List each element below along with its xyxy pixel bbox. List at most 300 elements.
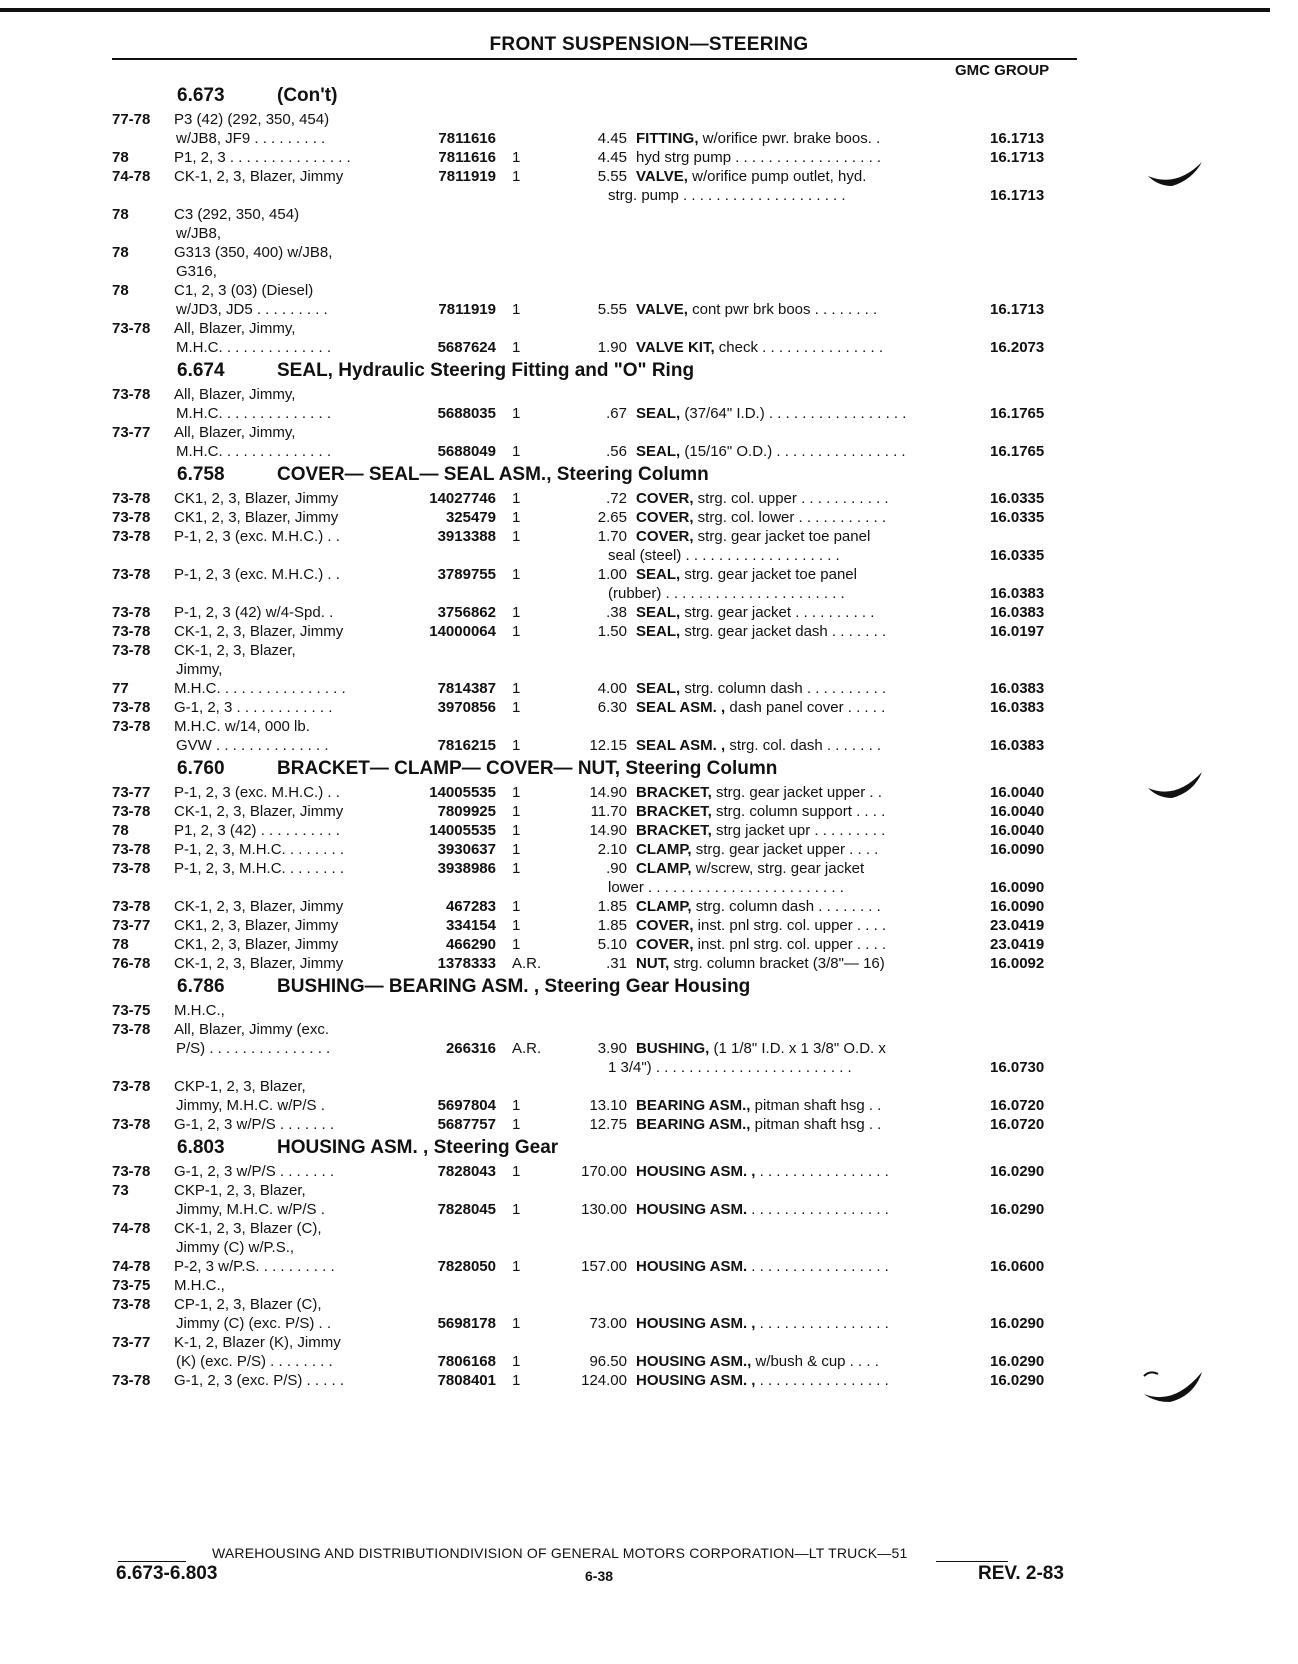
parts-row xyxy=(0,243,1298,262)
model-year: 73-78 xyxy=(112,841,151,858)
parts-row xyxy=(0,1058,1298,1077)
list-price: 5.55 xyxy=(597,301,627,318)
parts-row xyxy=(0,1257,1298,1276)
parts-row xyxy=(0,1352,1298,1371)
parts-row xyxy=(0,821,1298,840)
application: M.H.C. . . . . . . . . . . . . . xyxy=(176,443,332,460)
part-description xyxy=(636,698,956,717)
part-detail: w/screw, strg. gear jacket xyxy=(691,860,865,877)
application: M.H.C., xyxy=(174,1277,225,1294)
list-price: 1.70 xyxy=(597,528,627,545)
model-year: 74-78 xyxy=(112,168,151,185)
part-detail: inst. pnl strg. col. upper . . . . xyxy=(693,936,887,953)
parts-row xyxy=(0,423,1298,442)
parts-row xyxy=(0,1077,1298,1096)
part-detail: strg. column bracket (3/8"— 16) xyxy=(669,955,885,972)
parts-row xyxy=(0,489,1298,508)
part-number: 266316 xyxy=(445,1040,496,1057)
parts-row xyxy=(0,1238,1298,1257)
part-description xyxy=(608,546,928,565)
part-number: 14027746 xyxy=(429,490,496,507)
part-description xyxy=(608,1058,928,1077)
part-name: BEARING ASM., xyxy=(636,1097,751,1114)
parts-row xyxy=(0,110,1298,129)
part-description xyxy=(636,565,956,584)
model-year: 78 xyxy=(112,282,129,299)
part-number: 1378333 xyxy=(437,955,496,972)
part-name: CLAMP, xyxy=(636,841,692,858)
part-description xyxy=(636,1257,956,1276)
gmc-group-number: 16.0335 xyxy=(990,490,1045,507)
model-year: 73-78 xyxy=(112,803,151,820)
model-year: 73-78 xyxy=(112,898,151,915)
list-price: .56 xyxy=(606,443,627,460)
application: CK-1, 2, 3, Blazer, Jimmy xyxy=(174,898,344,915)
application: P-1, 2, 3 (42) w/4-Spd. . xyxy=(174,604,334,621)
model-year: 73-78 xyxy=(112,509,151,526)
section-heading xyxy=(0,82,1298,110)
part-description xyxy=(636,736,956,755)
model-year: 73 xyxy=(112,1182,129,1199)
application: G-1, 2, 3 . . . . . . . . . . . . xyxy=(174,699,333,716)
application: Jimmy, xyxy=(176,661,223,678)
quantity: 1 xyxy=(512,1116,521,1133)
parts-row xyxy=(0,1115,1298,1134)
gmc-group-number: 16.0720 xyxy=(990,1097,1045,1114)
part-description xyxy=(636,442,956,461)
binding-hole-mark xyxy=(1146,770,1206,804)
parts-row xyxy=(0,508,1298,527)
application: CK1, 2, 3, Blazer, Jimmy xyxy=(174,509,339,526)
list-price: 170.00 xyxy=(581,1163,627,1180)
quantity: 1 xyxy=(512,898,521,915)
gmc-group-number: 16.1765 xyxy=(990,405,1045,422)
application: Jimmy (C) w/P.S., xyxy=(176,1239,295,1256)
part-detail: w/orifice pump outlet, hyd. xyxy=(687,168,867,185)
parts-row xyxy=(0,897,1298,916)
part-number: 7811919 xyxy=(438,168,496,185)
list-price: .67 xyxy=(606,405,627,422)
part-name: BRACKET, xyxy=(636,822,712,839)
part-name: BUSHING, xyxy=(636,1040,710,1057)
application: P-1, 2, 3, M.H.C. . . . . . . . xyxy=(174,841,345,858)
parts-row xyxy=(0,281,1298,300)
application: All, Blazer, Jimmy (exc. xyxy=(174,1021,330,1038)
quantity: 1 xyxy=(512,860,521,877)
part-detail: . . . . . . . . . . . . . . . . . xyxy=(747,1201,889,1218)
part-number: 3930637 xyxy=(437,841,496,858)
part-description xyxy=(636,821,956,840)
parts-row xyxy=(0,404,1298,423)
section-title: BUSHING— BEARING ASM. , Steering Gear Housing xyxy=(277,976,751,997)
title-rule xyxy=(112,58,1077,60)
part-detail: cont pwr brk boos . . . . . . . . xyxy=(687,301,878,318)
part-detail: strg. gear jacket dash . . . . . . . xyxy=(680,623,887,640)
list-price: .90 xyxy=(606,860,627,877)
application: P3 (42) (292, 350, 454) xyxy=(174,111,330,128)
application: (K) (exc. P/S) . . . . . . . . xyxy=(176,1353,333,1370)
part-description xyxy=(636,603,956,622)
part-description xyxy=(636,404,956,423)
part-name: COVER, xyxy=(636,509,694,526)
model-year: 77-78 xyxy=(112,111,151,128)
parts-row xyxy=(0,1314,1298,1333)
section-number: 6.758 xyxy=(177,464,225,485)
part-description xyxy=(636,148,956,167)
model-year: 73-78 xyxy=(112,320,151,337)
parts-row xyxy=(0,186,1298,205)
gmc-group-number: 16.0040 xyxy=(990,822,1045,839)
gmc-group-number: 16.0383 xyxy=(990,585,1045,602)
part-name: SEAL, xyxy=(636,566,681,583)
parts-row xyxy=(0,205,1298,224)
part-number: 334154 xyxy=(445,917,496,934)
quantity: 1 xyxy=(512,604,521,621)
part-detail: strg. column dash . . . . . . . . . . xyxy=(680,680,887,697)
gmc-group-number: 23.0419 xyxy=(990,917,1045,934)
section-heading xyxy=(0,1134,1298,1162)
part-name: COVER, xyxy=(636,490,694,507)
part-description xyxy=(636,1314,956,1333)
part-number: 7828043 xyxy=(437,1163,496,1180)
quantity: 1 xyxy=(512,1353,521,1370)
part-detail: strg jacket upr . . . . . . . . . xyxy=(711,822,886,839)
part-detail: strg. gear jacket . . . . . . . . . . xyxy=(680,604,875,621)
part-number: 7811616 xyxy=(438,149,496,166)
application: G316, xyxy=(176,263,217,280)
part-number: 5688035 xyxy=(437,405,496,422)
part-name: COVER, xyxy=(636,917,694,934)
part-description xyxy=(608,186,928,205)
part-name: CLAMP, xyxy=(636,898,692,915)
application: C3 (292, 350, 454) xyxy=(174,206,300,223)
quantity: 1 xyxy=(512,917,521,934)
model-year: 73-78 xyxy=(112,718,151,735)
application: G-1, 2, 3 (exc. P/S) . . . . . xyxy=(174,1372,345,1389)
part-number: 7814387 xyxy=(437,680,496,697)
section-title: SEAL, Hydraulic Steering Fitting and "O" Ring xyxy=(277,360,695,381)
part-detail: . . . . . . . . . . . . . . . . xyxy=(755,1315,889,1332)
list-price: 14.90 xyxy=(589,784,627,801)
part-name: BRACKET, xyxy=(636,784,712,801)
part-number: 7828050 xyxy=(437,1258,496,1275)
quantity: 1 xyxy=(512,339,521,356)
list-price: 6.30 xyxy=(597,699,627,716)
application: w/JD3, JD5 . . . . . . . . . xyxy=(176,301,328,318)
part-description xyxy=(636,679,956,698)
part-description xyxy=(636,1096,956,1115)
quantity: 1 xyxy=(512,1097,521,1114)
model-year: 73-78 xyxy=(112,490,151,507)
gmc-group-number: 16.0383 xyxy=(990,604,1045,621)
application: w/JB8, JF9 . . . . . . . . . xyxy=(176,130,326,147)
quantity: 1 xyxy=(512,509,521,526)
part-detail: . . . . . . . . . . . . . . . . xyxy=(755,1372,889,1389)
parts-row xyxy=(0,1371,1298,1390)
parts-row xyxy=(0,546,1298,565)
model-year: 73-77 xyxy=(112,784,151,801)
part-description xyxy=(636,897,956,916)
application: All, Blazer, Jimmy, xyxy=(174,320,296,337)
part-detail: strg. pump . . . . . . . . . . . . . . . . . . . . xyxy=(608,187,846,204)
application: GVW . . . . . . . . . . . . . . xyxy=(176,737,329,754)
part-detail: . . . . . . . . . . . . . . . . . xyxy=(747,1258,889,1275)
part-name: NUT, xyxy=(636,955,670,972)
part-name: HOUSING ASM., xyxy=(636,1353,752,1370)
parts-row xyxy=(0,1276,1298,1295)
application: All, Blazer, Jimmy, xyxy=(174,424,296,441)
footer-section-range: 6.673-6.803 xyxy=(116,1563,218,1584)
section-title: COVER— SEAL— SEAL ASM., Steering Column xyxy=(277,464,709,485)
quantity: 1 xyxy=(512,528,521,545)
list-price: 4.00 xyxy=(597,680,627,697)
application: M.H.C. w/14, 000 lb. xyxy=(174,718,310,735)
parts-row xyxy=(0,660,1298,679)
section-title: (Con't) xyxy=(277,85,338,106)
application: M.H.C. . . . . . . . . . . . . . xyxy=(176,405,332,422)
quantity: A.R. xyxy=(512,1040,542,1057)
part-number: 467283 xyxy=(445,898,496,915)
quantity: 1 xyxy=(512,803,521,820)
list-price: 1.90 xyxy=(597,339,627,356)
parts-row xyxy=(0,916,1298,935)
gmc-group-number: 16.0040 xyxy=(990,803,1045,820)
quantity: 1 xyxy=(512,1315,521,1332)
part-number: 14005535 xyxy=(429,822,496,839)
quantity: 1 xyxy=(512,680,521,697)
top-rule xyxy=(0,8,1270,12)
part-number: 3913388 xyxy=(437,528,496,545)
list-price: 4.45 xyxy=(597,130,627,147)
part-description xyxy=(636,840,956,859)
parts-row xyxy=(0,148,1298,167)
part-description xyxy=(636,489,956,508)
part-number: 14005535 xyxy=(429,784,496,801)
part-name: SEAL ASM. , xyxy=(636,737,726,754)
gmc-group-number: 16.0335 xyxy=(990,547,1045,564)
parts-row xyxy=(0,1162,1298,1181)
part-detail: 1 3/4") . . . . . . . . . . . . . . . . . . . . . . . . xyxy=(608,1059,852,1076)
parts-row xyxy=(0,167,1298,186)
part-number: 5687624 xyxy=(437,339,496,356)
model-year: 73-78 xyxy=(112,528,151,545)
part-description xyxy=(636,802,956,821)
quantity: 1 xyxy=(512,168,521,185)
quantity: 1 xyxy=(512,784,521,801)
part-name: SEAL, xyxy=(636,604,681,621)
part-description xyxy=(608,584,928,603)
part-name: HOUSING ASM. xyxy=(636,1258,748,1275)
parts-row xyxy=(0,1181,1298,1200)
part-name: SEAL, xyxy=(636,680,681,697)
application: CP-1, 2, 3, Blazer (C), xyxy=(174,1296,322,1313)
model-year: 73-78 xyxy=(112,386,151,403)
application: CK1, 2, 3, Blazer, Jimmy xyxy=(174,936,339,953)
application: P1, 2, 3 . . . . . . . . . . . . . . . xyxy=(174,149,351,166)
list-price: .72 xyxy=(606,490,627,507)
model-year: 73-75 xyxy=(112,1002,151,1019)
part-number: 7828045 xyxy=(437,1201,496,1218)
application: G-1, 2, 3 w/P/S . . . . . . . xyxy=(174,1116,335,1133)
quantity: 1 xyxy=(512,301,521,318)
model-year: 73-78 xyxy=(112,699,151,716)
list-price: 1.85 xyxy=(597,898,627,915)
part-description xyxy=(636,1162,956,1181)
application: CK-1, 2, 3, Blazer, Jimmy xyxy=(174,803,344,820)
application: P-1, 2, 3 (exc. M.H.C.) . . xyxy=(174,528,340,545)
gmc-group-number: 16.1713 xyxy=(990,187,1045,204)
quantity: 1 xyxy=(512,1163,521,1180)
gmc-group-number: 16.0290 xyxy=(990,1163,1045,1180)
part-detail: w/orifice pwr. brake boos. . xyxy=(698,130,881,147)
gmc-group-number: 16.1713 xyxy=(990,149,1045,166)
quantity: 1 xyxy=(512,490,521,507)
part-name: SEAL, xyxy=(636,405,681,422)
parts-row xyxy=(0,1020,1298,1039)
part-detail: (rubber) . . . . . . . . . . . . . . . . . . . . . . xyxy=(608,585,845,602)
parts-row xyxy=(0,954,1298,973)
gmc-group-number: 16.0383 xyxy=(990,737,1045,754)
parts-row xyxy=(0,1295,1298,1314)
application: G313 (350, 400) w/JB8, xyxy=(174,244,333,261)
parts-row xyxy=(0,442,1298,461)
application: CK-1, 2, 3, Blazer (C), xyxy=(174,1220,322,1237)
part-detail: strg. gear jacket upper . . xyxy=(711,784,882,801)
model-year: 73-75 xyxy=(112,1277,151,1294)
model-year: 73-77 xyxy=(112,424,151,441)
application: Jimmy, M.H.C. w/P/S . xyxy=(176,1201,325,1218)
application: P1, 2, 3 (42) . . . . . . . . . . xyxy=(174,822,340,839)
part-number: 7816215 xyxy=(437,737,496,754)
application: CK-1, 2, 3, Blazer, xyxy=(174,642,296,659)
quantity: 1 xyxy=(512,149,521,166)
part-name: VALVE, xyxy=(636,168,688,185)
application: C1, 2, 3 (03) (Diesel) xyxy=(174,282,314,299)
model-year: 73-78 xyxy=(112,642,151,659)
part-detail: strg. column support . . . . xyxy=(711,803,886,820)
part-detail: strg. col. upper . . . . . . . . . . . xyxy=(693,490,889,507)
gmc-group-number: 16.1765 xyxy=(990,443,1045,460)
list-price: 5.10 xyxy=(597,936,627,953)
model-year: 73-78 xyxy=(112,623,151,640)
part-detail: (15/16" O.D.) . . . . . . . . . . . . . . . . xyxy=(680,443,906,460)
binding-hole-mark xyxy=(1140,1366,1206,1406)
section-heading xyxy=(0,357,1298,385)
part-description xyxy=(636,783,956,802)
application: CK-1, 2, 3, Blazer, Jimmy xyxy=(174,168,344,185)
part-detail: strg. column dash . . . . . . . . xyxy=(691,898,881,915)
section-number: 6.673 xyxy=(177,85,225,106)
part-number: 3756862 xyxy=(437,604,496,621)
parts-row xyxy=(0,1001,1298,1020)
parts-listing xyxy=(0,82,1298,1390)
part-name: COVER, xyxy=(636,936,694,953)
part-description xyxy=(636,1200,956,1219)
part-name: SEAL, xyxy=(636,623,681,640)
application: CK-1, 2, 3, Blazer, Jimmy xyxy=(174,623,344,640)
list-price: 4.45 xyxy=(597,149,627,166)
parts-row xyxy=(0,584,1298,603)
parts-row xyxy=(0,641,1298,660)
page-title: FRONT SUSPENSION—STEERING xyxy=(489,34,809,55)
gmc-group-number: 16.1713 xyxy=(990,130,1045,147)
part-detail: strg. gear jacket toe panel xyxy=(693,528,871,545)
gmc-group-number: 16.0040 xyxy=(990,784,1045,801)
model-year: 78 xyxy=(112,822,129,839)
model-year: 73-78 xyxy=(112,1163,151,1180)
footer-rule-left xyxy=(118,1561,186,1562)
quantity: 1 xyxy=(512,822,521,839)
part-number: 5688049 xyxy=(437,443,496,460)
application: w/JB8, xyxy=(176,225,222,242)
model-year: 73-78 xyxy=(112,1021,151,1038)
list-price: 1.00 xyxy=(597,566,627,583)
gmc-group-number: 16.0092 xyxy=(990,955,1045,972)
part-detail: hyd strg pump . . . . . . . . . . . . . . . . . . xyxy=(636,149,882,166)
parts-row xyxy=(0,1200,1298,1219)
parts-row xyxy=(0,935,1298,954)
list-price: 130.00 xyxy=(581,1201,627,1218)
gmc-group-number: 16.0730 xyxy=(990,1059,1045,1076)
part-number: 7811919 xyxy=(438,301,496,318)
part-detail: strg. gear jacket upper . . . . xyxy=(691,841,879,858)
parts-row xyxy=(0,783,1298,802)
part-number: 7811616 xyxy=(438,130,496,147)
part-detail: inst. pnl strg. col. upper . . . . xyxy=(693,917,887,934)
application: CKP-1, 2, 3, Blazer, xyxy=(174,1182,306,1199)
part-name: HOUSING ASM. , xyxy=(636,1315,756,1332)
quantity: 1 xyxy=(512,443,521,460)
section-heading xyxy=(0,461,1298,489)
gmc-group-number: 16.0290 xyxy=(990,1353,1045,1370)
part-description xyxy=(636,1115,956,1134)
part-number: 14000064 xyxy=(429,623,496,640)
list-price: 96.50 xyxy=(589,1353,627,1370)
gmc-group-number: 16.0090 xyxy=(990,879,1045,896)
list-price: 3.90 xyxy=(597,1040,627,1057)
footer-revision: REV. 2-83 xyxy=(978,1563,1064,1584)
gmc-group-number: 16.0383 xyxy=(990,699,1045,716)
group-label: GMC GROUP xyxy=(955,62,1050,79)
quantity: 1 xyxy=(512,1372,521,1389)
section-heading xyxy=(0,755,1298,783)
part-number: 5687757 xyxy=(437,1116,496,1133)
gmc-group-number: 16.0090 xyxy=(990,841,1045,858)
quantity: A.R. xyxy=(512,955,542,972)
application: M.H.C., xyxy=(174,1002,225,1019)
quantity: 1 xyxy=(512,566,521,583)
part-name: HOUSING ASM. , xyxy=(636,1372,756,1389)
gmc-group-number: 16.0290 xyxy=(990,1372,1045,1389)
part-number: 5697804 xyxy=(437,1097,496,1114)
section-title: BRACKET— CLAMP— COVER— NUT, Steering Column xyxy=(277,758,778,779)
gmc-group-number: 16.0197 xyxy=(990,623,1045,640)
part-number: 3789755 xyxy=(437,566,496,583)
parts-row xyxy=(0,878,1298,897)
part-detail: strg. gear jacket toe panel xyxy=(680,566,857,583)
list-price: 2.65 xyxy=(597,509,627,526)
section-number: 6.786 xyxy=(177,976,225,997)
list-price: 12.75 xyxy=(589,1116,627,1133)
part-detail: seal (steel) . . . . . . . . . . . . . . . . . . . xyxy=(608,547,840,564)
part-name: COVER, xyxy=(636,528,694,545)
part-number: 7808401 xyxy=(437,1372,496,1389)
part-description xyxy=(636,1352,956,1371)
list-price: 124.00 xyxy=(581,1372,627,1389)
list-price: 2.10 xyxy=(597,841,627,858)
parts-row xyxy=(0,1039,1298,1058)
list-price: .31 xyxy=(606,955,627,972)
